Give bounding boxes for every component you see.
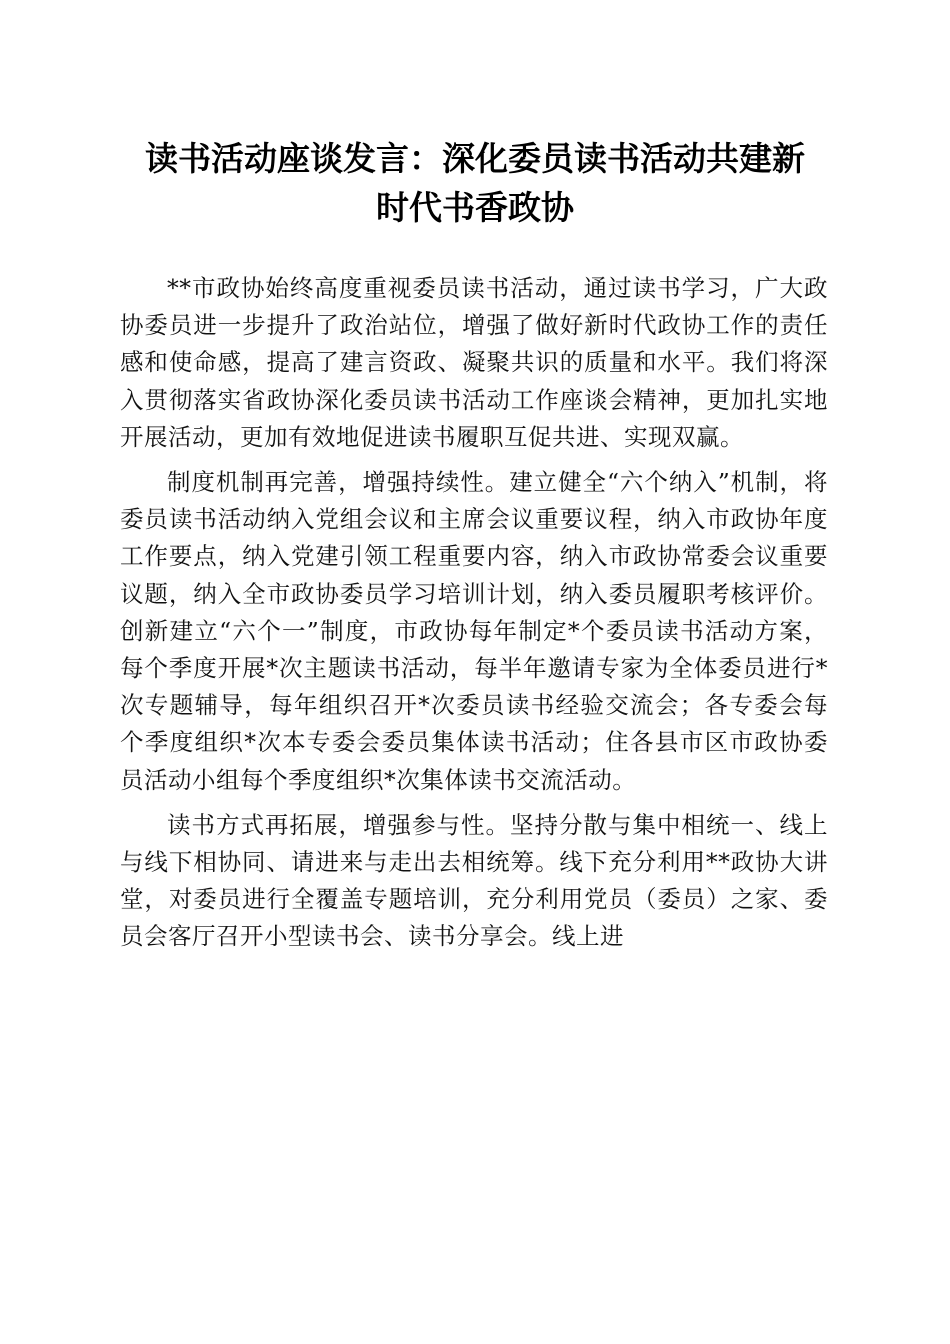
document-title [100,134,850,232]
title-line-1: 读书活动座谈发言：深化委员读书活动共建新 [145,139,805,178]
paragraph-institution: 制度机制再完善，增强持续性。建立健全“六个纳入”机制，将委员读书活动纳入党组会议和主席会议重要议程，纳入市政协年度工作要点，纳入党建引领工程重要内容，纳入市政协常委会议重要议题，纳入全市政协委员学习培训计划，纳入委员履职考核评价。创新建立“六个一”制度，市政协每年制定*个委员读书活动方案，每个季度开展*次主题读书活动，每半年邀请专家为全体委员进行*次专题辅导，每年组织召开*次委员读书经验交流会；各专委会每个季度组织*次本专委会委员集体读书活动；住各县市区市政协委员活动小组每个季度组织*次集体读书交流活动。 [120,468,828,794]
paragraph-intro: **市政协始终高度重视委员读书活动，通过读书学习，广大政协委员进一步提升了政治站位，增强了做好新时代政协工作的责任感和使命感，提高了建言资政、凝聚共识的质量和水平。我们将深入贯彻落实省政协深化委员读书活动工作座谈会精神，更加扎实地开展活动，更加有效地促进读书履职互促共进、实现双赢。 [120,274,828,451]
paragraph-reading-methods: 读书方式再拓展，增强参与性。坚持分散与集中相统一、线上与线下相协同、请进来与走出去相统筹。线下充分利用**政协大讲堂，对委员进行全覆盖专题培训，充分利用党员（委员）之家、委员会客厅召开小型读书会、读书分享会。线上进 [120,810,828,951]
title-line-2: 时代书香政协 [376,188,574,227]
document-body [120,270,828,964]
